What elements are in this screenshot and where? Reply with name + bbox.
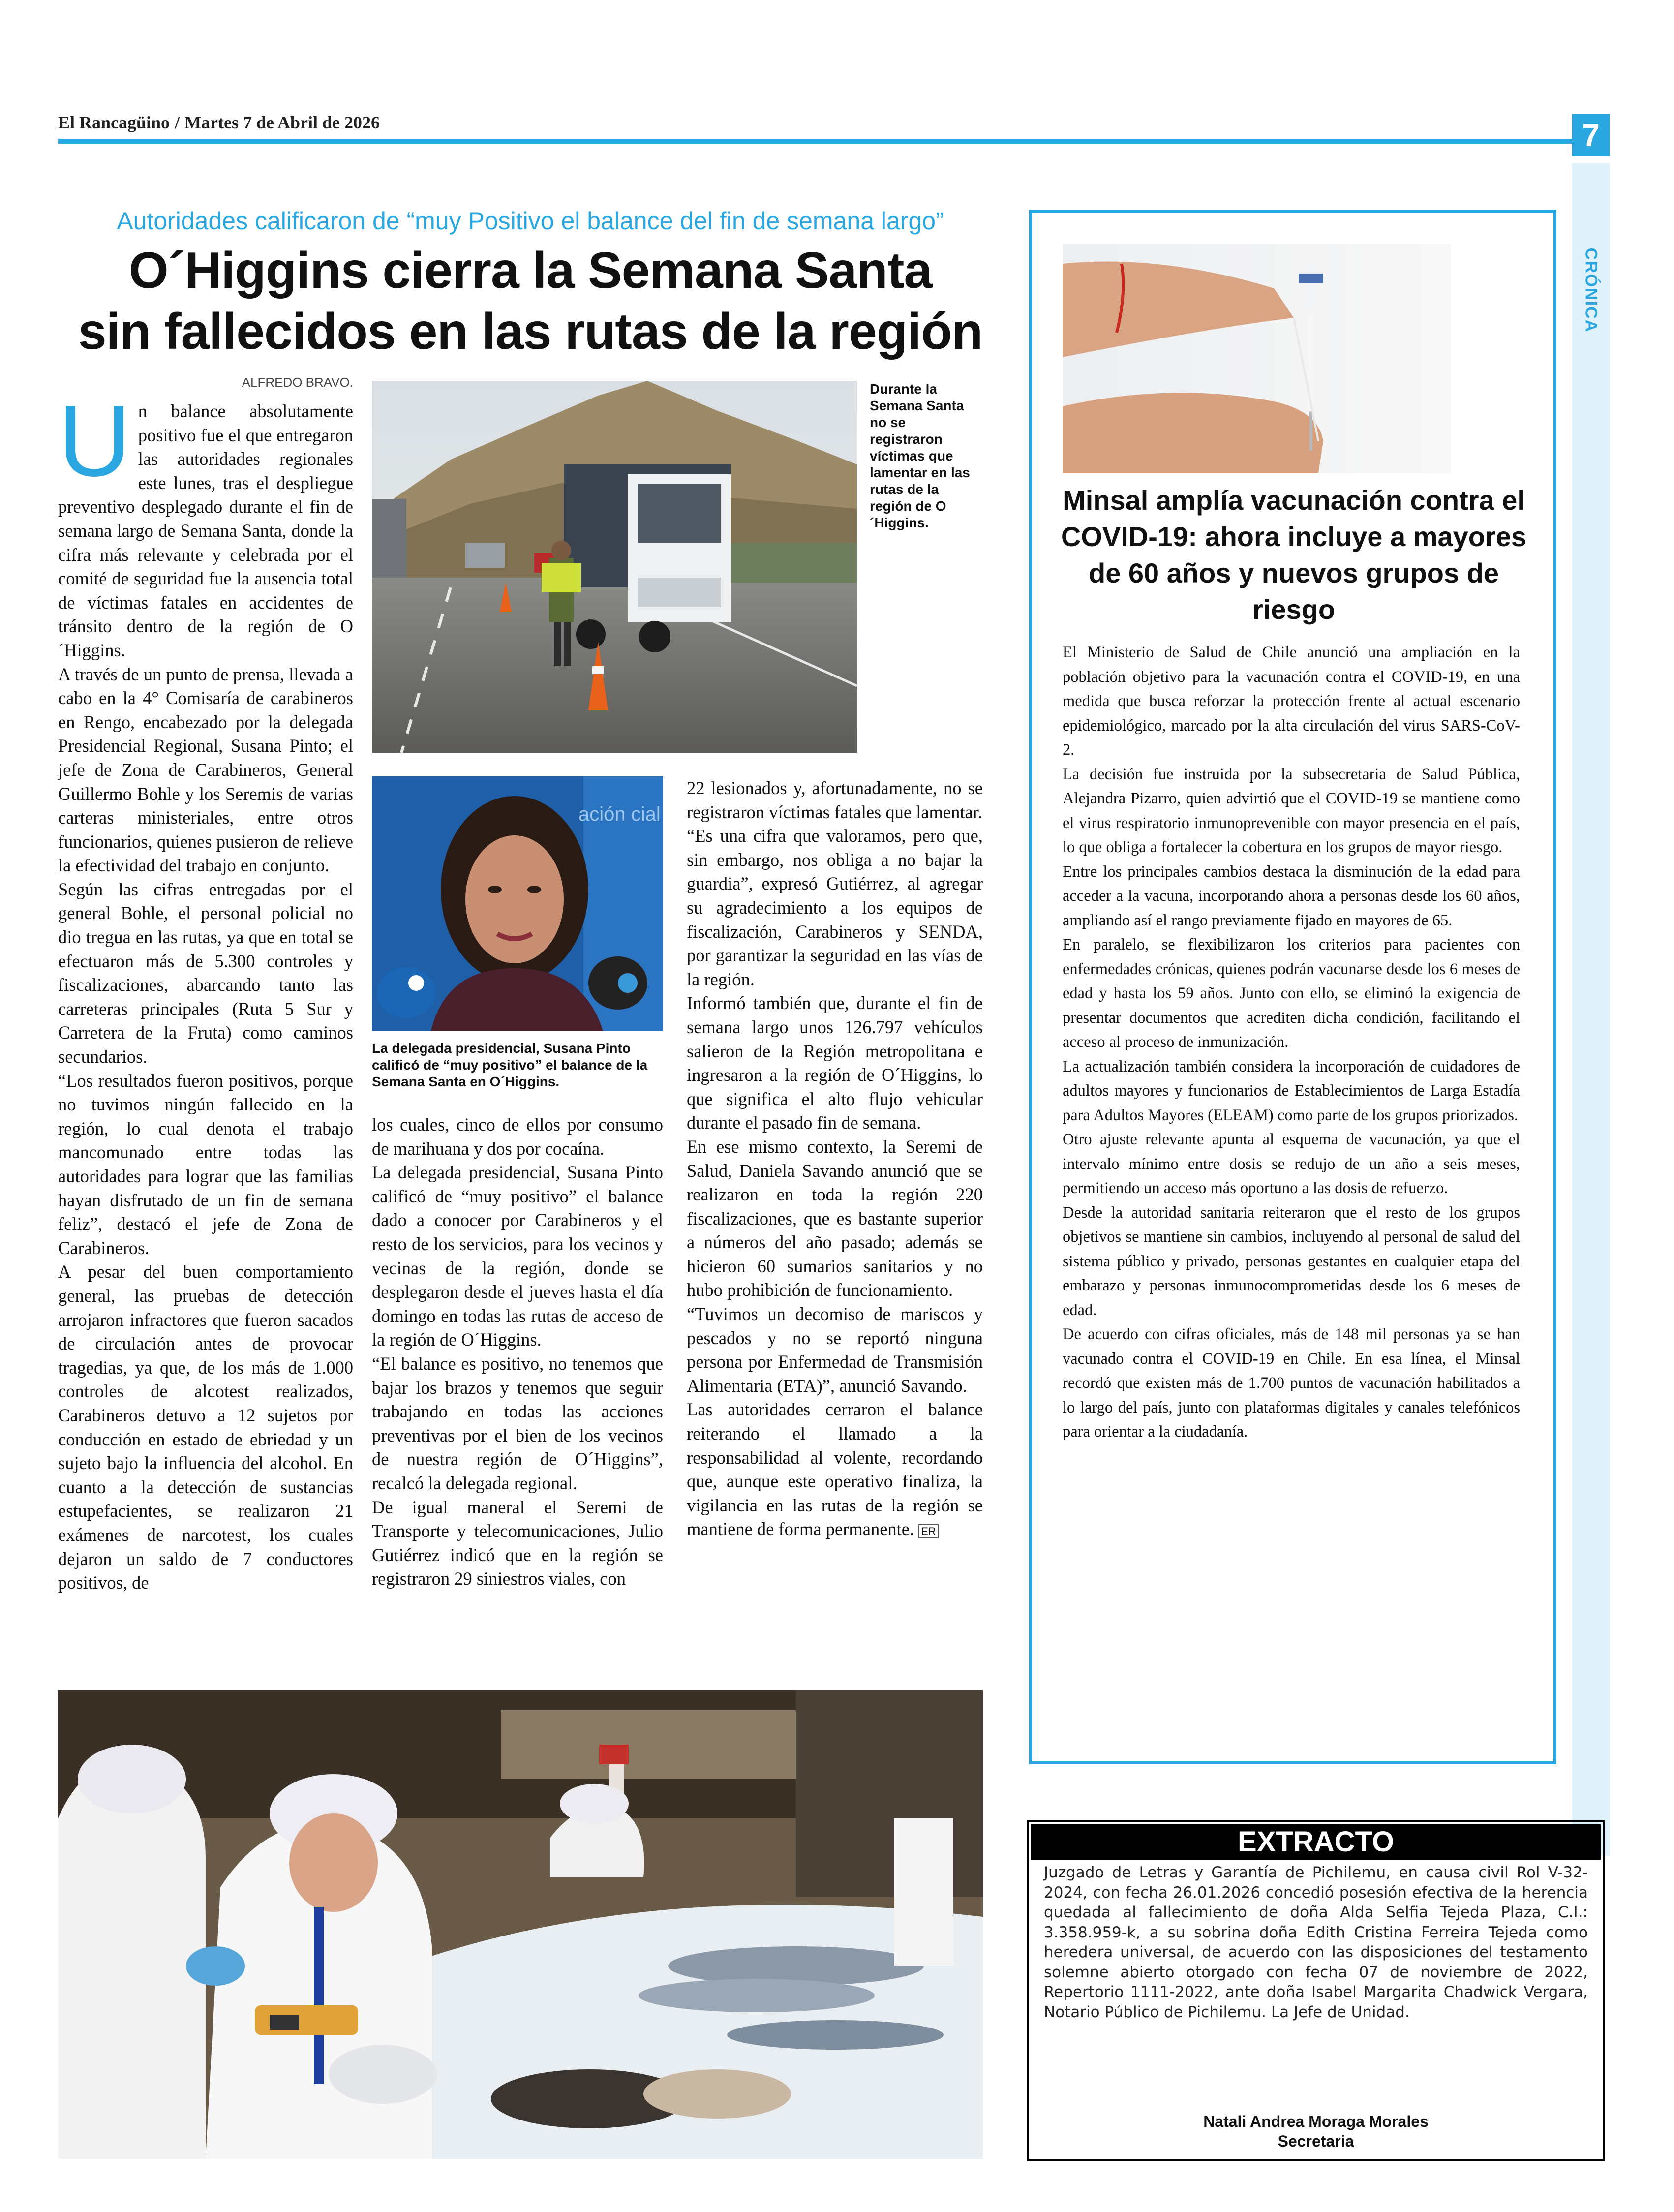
paragraph: los cuales, cinco de ellos por consumo de marihuana y dos por cocaína.	[372, 1114, 663, 1159]
extracto-signer-role: Secretaria	[1278, 2132, 1354, 2150]
paragraph: La delegada presidencial, Susana Pinto calificó de “muy positivo” el balance dado a conocer por Carabineros y el resto de los servicios, para los vecinos y vecinas de la región, donde se desplegaron desde el jueves hasta el día domingo en todas las rutas de acceso de la región de O´Higgins.	[372, 1162, 663, 1350]
article-column-3	[687, 776, 983, 1682]
paragraph: A pesar del buen comportamiento general, las pruebas de detección arrojaron infractores que fueron sacados de circulación antes de provocar tragedias, ya que, de los más de 1.000 controles de alcotest realizados, Carabineros detuvo a 12 sujetos por conducción en estado de ebriedad y un sujeto bajo la influencia del alcohol. En cuanto a la detección de sustancias estupefacientes, se realizaron 21 exámenes de narcotest, los cuales dejaron un saldo de 7 conductores positivos, de	[58, 1261, 353, 1593]
closing-paragraph: Las autoridades cerraron el balance reiterando el llamado a la responsabilidad al volente, recordando que, aunque este operativo finaliza, la vigilancia en las rutas de la región se mantiene de forma permanente.	[687, 1399, 983, 1539]
article-byline: ALFREDO BRAVO.	[242, 375, 353, 390]
paragraph: La decisión fue instruida por la subsecretaria de Salud Pública, Alejandra Pizarro, quien advirtió que el COVID-19 se mantiene como el virus respiratorio inmunoprevenible con mayor presencia en el país, lo que obliga a fortalecer la cobertura en los grupos de mayor riesgo.	[1063, 765, 1520, 856]
paragraph: A través de un punto de prensa, llevada a cabo en la 4° Comisaría de carabineros en Rengo, encabezado por la delegada Presidencial Regional, Susana Pinto; el jefe de Zona de Carabineros, General Guillermo Bohle y los Seremis de varias carteras ministeriales, entre otros funcionarios, quienes pusieron de relieve la efectividad del trabajo en conjunto.	[58, 664, 353, 876]
newspaper-name: El Rancagüino	[58, 113, 170, 132]
section-label	[1572, 212, 1610, 369]
delegate-portrait-image	[372, 776, 663, 1031]
paragraph: 22 lesionados y, afortunadamente, no se registraron víctimas fatales que lamentar.	[687, 778, 983, 822]
paragraph	[687, 1398, 983, 1544]
article-column-2	[372, 1113, 663, 1679]
page-number: 7	[1572, 114, 1610, 156]
end-mark: ER	[918, 1524, 939, 1538]
paragraph: Informó también que, durante el fin de semana largo unos 126.797 vehículos salieron de la Región metropolitana e ingresaron a la región de O´Higgins, lo que significa el alto flujo vehicular durante el pasado fin de semana.	[687, 993, 983, 1133]
section-tab	[1572, 163, 1610, 1856]
extracto-signer-name: Natali Andrea Moraga Morales	[1203, 2113, 1429, 2130]
paragraph: El Ministerio de Salud de Chile anunció una ampliación en la población objetivo para la vacunación contra el COVID-19, en una medida que busca reforzar la protección frente al actual escenario epidemiológico, marcado por la alta circulación del virus SARS-CoV-2.	[1063, 644, 1520, 759]
paragraph: En ese mismo contexto, la Seremi de Salud, Daniela Savando anunció que se realizaron en toda la región 220 fiscalizaciones, que es bastante superior a números del año pasado; además se hicieron 60 sumarios sanitarios y no hubo prohibición de funcionamiento.	[687, 1136, 983, 1300]
article-headline	[58, 240, 1003, 362]
photo-fish-market-inspection	[58, 1690, 983, 2159]
vaccine-syringe-image	[1063, 244, 1451, 473]
paragraph: n balance absolutamente positivo fue el que entregaron las autoridades regionales este lunes, tras el despliegue preventivo desplegado durante el fin de semana largo de Semana Santa, donde la cifra más relevante y celebrada por el comité de seguridad fue la ausencia total de víctimas fatales en accidentes de tránsito dentro de la región de O´Higgins.	[58, 401, 353, 660]
headline-line-1: O´Higgins cierra la Semana Santa	[128, 242, 932, 299]
running-header	[58, 112, 1573, 138]
paragraph: “Los resultados fueron positivos, porque no tuvimos ningún fallecido en la región, lo cual denota el trabajo mancomunado entre todas las autoridades para lograr que las familias hayan disfrutado de un fin de semana feliz”, destacó el jefe de Zona de Carabineros.	[58, 1070, 353, 1258]
extracto-body: Juzgado de Letras y Garantía de Pichilemu, en causa civil Rol V-32-2024, con fecha 26.01.2026 concedió posesión efectiva de la herencia quedada al fallecimiento de doña Alda Selfia Tejeda Plaza, C.I.: 3.358.959-k, a su sobrina doña Edith Cristina Ferreira Tejeda como heredera universal, de acuerdo con las disposiciones del testamento solemne abierto otorgado con fecha 07 de noviembre de 2022, Repertorio 1111-2022, ante doña Isabel Margarita Chadwick Vergara, Notario Público de Pichilemu. La Jefe de Unidad.	[1044, 1864, 1588, 2021]
paragraph: Según las cifras entregadas por el general Bohle, el personal policial no dio tregua en las rutas, ya que en total se efectuaron más de 5.300 controles y fiscalizaciones, abarcando tanto las carreteras principales (Ruta 5 Sur y Carretera de la Fruta) como caminos secundarios.	[58, 879, 353, 1067]
article-column-1	[58, 384, 353, 1679]
photo-highway-caption: Durante la Semana Santa no se registraron víctimas que lamentar en las rutas de la región de O´Higgins.	[870, 381, 970, 530]
photo-delegate	[372, 776, 663, 1031]
photo-vaccine	[1063, 244, 1451, 473]
paragraph: La actualización también considera la incorporación de cuidadores de adultos mayores y funcionarios de Establecimientos de Larga Estadía para Adultos Mayores (ELEAM) como parte de los grupos priorizados.	[1063, 1057, 1520, 1124]
paragraph: Desde la autoridad sanitaria reiteraron que el resto de los grupos objetivos se mantiene sin cambios, incluyendo al personal de salud del sistema público y privado, personas gestantes en cualquier etapa del embarazo y personas inmunocomprometidas desde los 6 meses de edad.	[1063, 1203, 1520, 1319]
photo-highway-checkpoint	[372, 381, 857, 753]
headline-line-2: sin fallecidos en las rutas de la región	[78, 303, 983, 360]
poster-text: ación cial	[578, 803, 661, 825]
article-kicker: Autoridades calificaron de “muy Positivo el balance del fin de semana largo”	[117, 207, 944, 235]
paragraph: De igual maneral el Seremi de Transporte y telecomunicaciones, Julio Gutiérrez indicó que en la región se registraron 29 siniestros viales, con	[372, 1497, 663, 1589]
paragraph: Entre los principales cambios destaca la disminución de la edad para acceder a la vacuna, incorporando ahora a personas desde los 60 años, ampliando así el rango previamente fijado en mayores de 65.	[1063, 862, 1520, 929]
paragraph: En paralelo, se flexibilizaron los criterios para pacientes con enfermedades crónicas, quienes podrán vacunarse desde los 6 meses de edad y hasta los 59 años. Junto con ello, se eliminó la exigencia de presentar documentos que acrediten dicha condición, facilitando el acceso al proceso de inmunización.	[1063, 936, 1520, 1051]
paragraph: De acuerdo con cifras oficiales, más de 148 mil personas ya se han vacunado contra el COVID-19 en Chile. En esa línea, el Minsal recordó que existen más de 1.700 puntos de vacunación habilitados a lo largo del país, junto con plataformas digitales y canales telefónicos para orientar a la ciudadanía.	[1063, 1325, 1520, 1441]
photo-delegate-caption: La delegada presidencial, Susana Pinto calificó de “muy positivo” el balance de la Semana Santa en O´Higgins.	[372, 1041, 648, 1089]
fish-market-image	[58, 1690, 983, 2159]
covid-sidebar-body	[1063, 641, 1520, 1757]
header-separator: /	[175, 113, 180, 132]
section-label-text: CRÓNICA	[1582, 247, 1601, 333]
highway-checkpoint-image	[372, 381, 857, 753]
drop-cap: U	[58, 384, 131, 497]
paragraph: “Tuvimos un decomiso de mariscos y pescados y no se reportó ninguna persona por Enfermedad de Transmisión Alimentaria (ETA)”, anunció Savando.	[687, 1304, 983, 1396]
paragraph: “El balance es positivo, no tenemos que bajar los brazos y tenemos que seguir trabajando en todas las acciones preventivas por el bien de los vecinos de nuestra región de O´Higgins”, recalcó la delegada regional.	[372, 1353, 663, 1493]
extracto-title: EXTRACTO	[1031, 1824, 1601, 1860]
paragraph: “Es una cifra que valoramos, pero que, sin embargo, nos obliga a no bajar la guardia”, expresó Gutiérrez, al agregar su agradecimiento a los equipos de fiscalización, Carabineros y SENDA, por garantizar la seguridad en las vías de la región.	[687, 826, 983, 989]
paragraph: Otro ajuste relevante apunta al esquema de vacunación, ya que el intervalo mínimo entre dosis se redujo de un año a seis meses, permitiendo un acceso más oportuno a las dosis de refuerzo.	[1063, 1131, 1520, 1197]
issue-date: Martes 7 de Abril de 2026	[184, 113, 380, 132]
header-rule	[58, 139, 1573, 144]
covid-sidebar-title: Minsal amplía vacunación contra el COVID-19: ahora incluye a mayores de 60 años y nuevos grupos de riesgo	[1061, 485, 1527, 625]
